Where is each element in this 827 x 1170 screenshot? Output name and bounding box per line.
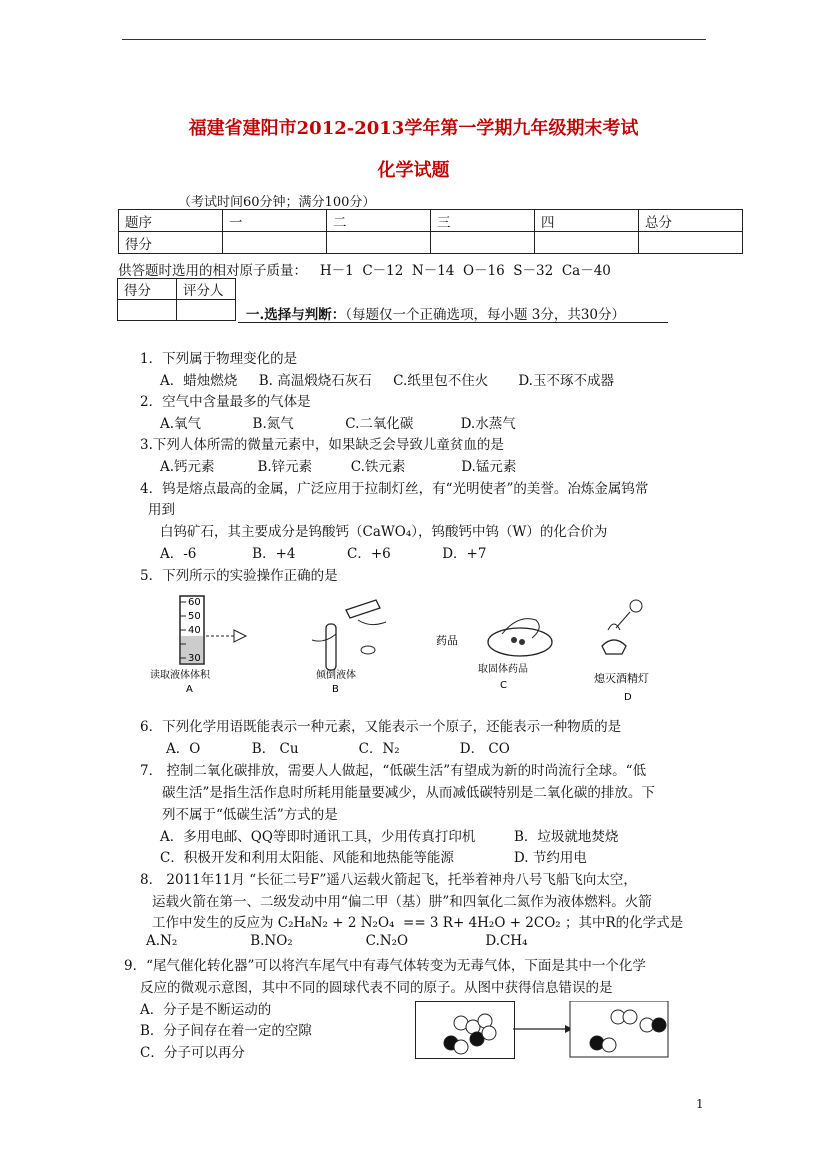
question-8-line1: 8． 2011年11月 “长征二号F”遥八运载火箭起飞，托举着神舟八号飞船飞向太空， xyxy=(140,872,637,888)
score-table xyxy=(118,209,743,254)
alcohol-lamp xyxy=(602,640,626,654)
hand-icon xyxy=(312,634,336,641)
figure-5c-take-solid xyxy=(432,594,572,694)
figure-caption: 熄灭酒精灯 xyxy=(594,672,649,685)
figure-caption: 读取液体体积 xyxy=(150,670,210,681)
question-7-options-1: A．多用电邮、QQ等即时通讯工具，少用传真打印机 B．垃圾就地焚烧 xyxy=(160,829,619,845)
reagent-bottle xyxy=(346,600,380,618)
question-3: 3.下列人体所需的微量元素中，如果缺乏会导致儿童贫血的是 xyxy=(140,437,504,453)
grader-table xyxy=(117,278,236,321)
question-8-options: A.N₂ B.NO₂ C.N₂O D.CH₄ xyxy=(146,933,528,949)
score-cell-empty xyxy=(639,232,743,254)
eye-icon xyxy=(234,630,246,642)
score-cell: 四 xyxy=(535,210,639,232)
question-7-line3: 列不属于“低碳生活”方式的是 xyxy=(162,807,338,823)
atom-white xyxy=(482,1026,496,1040)
exam-subtitle: 化学试题 xyxy=(377,160,450,181)
grader-cell: 评分人 xyxy=(177,279,236,300)
figure-caption: 倾倒液体 xyxy=(316,670,356,681)
atom-white xyxy=(623,1010,637,1024)
figure-letter: C xyxy=(500,680,507,691)
figure-letter: A xyxy=(186,684,193,694)
figure-5d-extinguish-lamp xyxy=(586,594,676,704)
question-9-line2: 反应的微观示意图，其中不同的圆球代表不同的原子。从图中获得信息错误的是 xyxy=(140,980,613,996)
atom-black xyxy=(652,1018,666,1032)
question-4-line1: 4．钨是熔点最高的金属，广泛应用于拉制灯丝，有“光明使者”的美誉。冶炼金属钨常 xyxy=(140,481,649,497)
test-tube xyxy=(326,624,336,670)
question-9-option-a: A．分子是不断运动的 xyxy=(140,1002,272,1018)
score-cell-empty xyxy=(535,232,639,254)
score-cell-empty xyxy=(431,232,535,254)
question-6: 6．下列化学用语既能表示一种元素，又能表示一个原子，还能表示一种物质的是 xyxy=(140,719,622,735)
question-2: 2．空气中含量最多的气体是 xyxy=(140,394,311,410)
section-title: 一.选择与判断： xyxy=(246,307,346,323)
question-9-option-c: C．分子可以再分 xyxy=(140,1045,245,1061)
question-7-line2: 碳生活”是指生活作息时所耗用能量要减少，从而减低碳特别是二氧化碳的排放。下 xyxy=(162,785,655,801)
exam-title: 福建省建阳市2012-2013学年第一学期九年级期末考试 xyxy=(188,118,639,139)
grader-cell: 得分 xyxy=(118,279,177,300)
tick-label: 30 xyxy=(188,653,201,664)
question-4-line2: 用到 xyxy=(148,502,175,518)
score-cell: 得分 xyxy=(119,232,223,254)
tick-label: 60 xyxy=(188,597,201,608)
figure-5b-pour-liquid xyxy=(296,594,401,694)
score-cell: 一 xyxy=(223,210,327,232)
question-4-options: A．-6 B．+4 C．+6 D．+7 xyxy=(160,546,487,562)
grader-cell-empty xyxy=(118,300,177,321)
question-9-option-b: B．分子间存在着一定的空隙 xyxy=(140,1023,312,1039)
section-heading xyxy=(246,303,625,323)
atomic-masses: 供答题时选用的相对原子质量： H－1 C－12 N－14 O－16 S－32 Ca－40 xyxy=(118,263,611,279)
tick-label: 40 xyxy=(188,625,201,636)
question-4-line3: 白钨矿石，其主要成分是钨酸钙（CaWO₄），钨酸钙中钨（W）的化合价为 xyxy=(160,524,608,540)
question-8-line2: 运载火箭在第一、二级发动中用“偏二甲（基）肼”和四氧化二氮作为液体燃料。火箭 xyxy=(152,894,652,910)
score-cell: 二 xyxy=(327,210,431,232)
header-rule xyxy=(122,39,706,40)
score-cell-empty xyxy=(327,232,431,254)
reaction-diagram xyxy=(415,1001,685,1061)
score-cell: 题序 xyxy=(119,210,223,232)
figure-side-label: 药品 xyxy=(436,634,458,647)
exam-info: （考试时间60分钟；满分100分） xyxy=(178,195,376,210)
score-table-header-row xyxy=(119,210,743,232)
question-2-options: A.氧气 B.氮气 C.二氧化碳 D.水蒸气 xyxy=(160,416,516,432)
score-cell: 总分 xyxy=(639,210,743,232)
score-table-score-row xyxy=(119,232,743,254)
score-cell-empty xyxy=(223,232,327,254)
page-number: 1 xyxy=(696,1097,704,1111)
figure-letter: D xyxy=(624,692,632,703)
figure-letter: B xyxy=(332,684,339,694)
grader-cell-empty xyxy=(177,300,236,321)
section-note: （每题仅一个正确选项，每小题 3分，共30分） xyxy=(345,307,626,323)
question-5: 5．下列所示的实验操作正确的是 xyxy=(140,568,338,584)
question-9-line1: 9．“尾气催化转化器”可以将汽车尾气中有毒气体转变为无毒气体，下面是其中一个化学 xyxy=(124,958,646,974)
score-cell: 三 xyxy=(431,210,535,232)
section-underline xyxy=(238,322,668,323)
atom-white xyxy=(454,1040,468,1054)
question-6-options: A．O B． Cu C．N₂ D． CO xyxy=(166,741,510,757)
question-8-line3: 工作中发生的反应为 C₂H₈N₂ + 2 N₂O₄ == 3 R+ 4H₂O + 2CO₂ ；其中R的化学式是 xyxy=(152,915,684,931)
question-1: 1．下列属于物理变化的是 xyxy=(140,351,298,367)
figure-5a-read-volume xyxy=(150,594,260,694)
question-7-options-2: C．积极开发和利用太阳能、风能和地热能等能源 D. 节约用电 xyxy=(160,850,587,866)
face-icon xyxy=(630,600,642,612)
figure-caption: 取固体药品 xyxy=(478,664,528,675)
question-3-options: A.钙元素 B.锌元素 C.铁元素 D.锰元素 xyxy=(160,459,517,475)
tick-label: 50 xyxy=(188,611,201,622)
bottle-stopper xyxy=(361,646,375,654)
question-1-options: A．蜡烛燃烧 B. 高温煅烧石灰石 C.纸里包不住火 D.玉不琢不成器 xyxy=(160,373,614,389)
atom-white xyxy=(602,1038,616,1052)
question-7-line1: 7． 控制二氧化碳排放，需要人人做起，“低碳生活”有望成为新的时尚流行全球。“低 xyxy=(140,763,647,779)
